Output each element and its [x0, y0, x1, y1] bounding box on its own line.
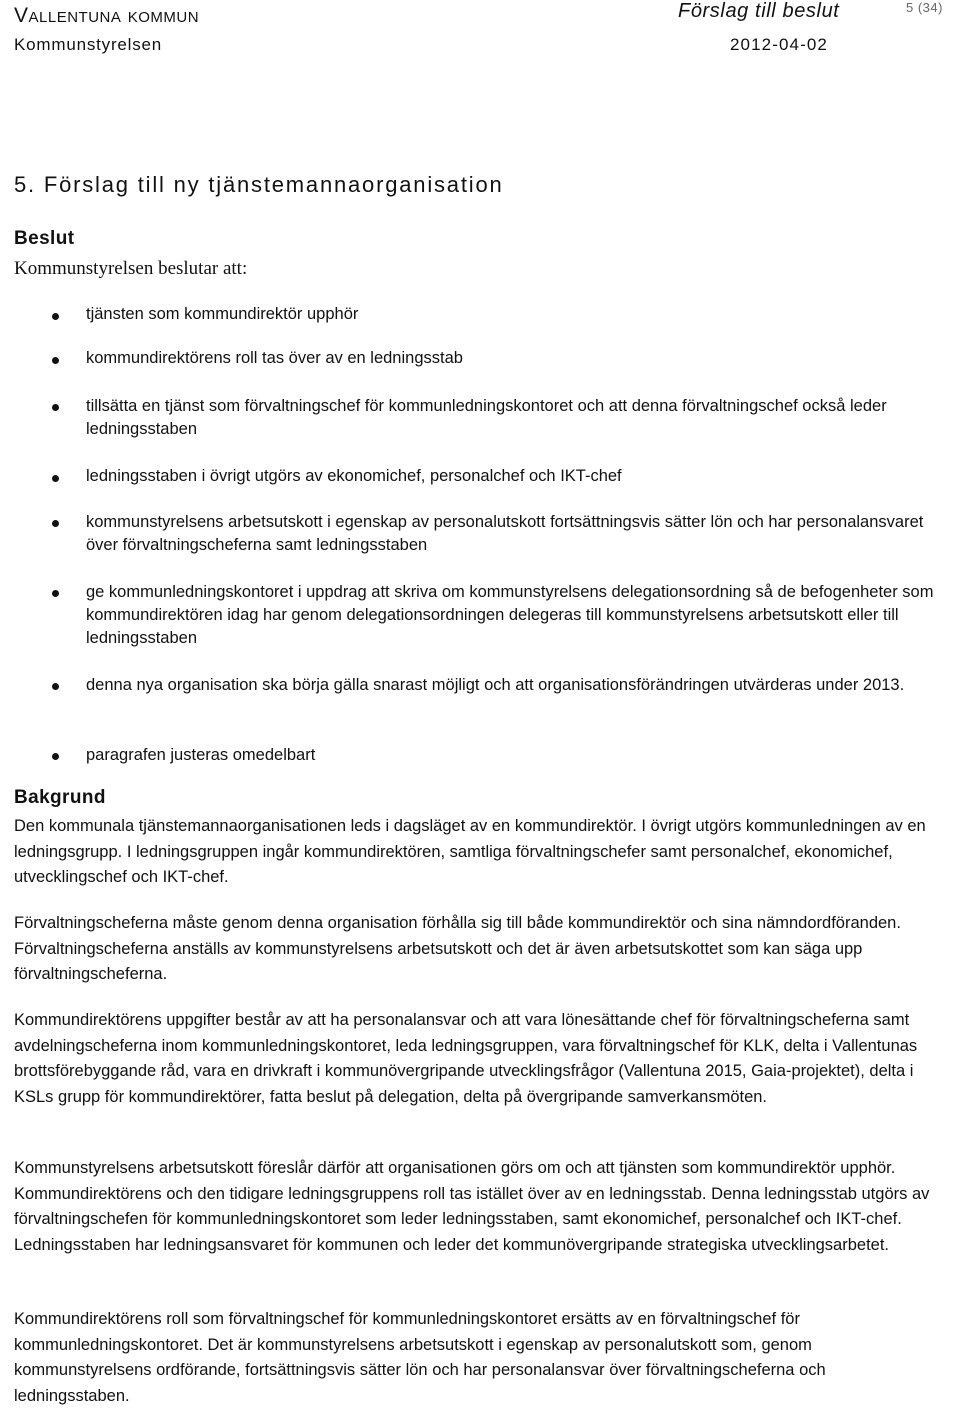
page-header	[0, 0, 960, 60]
decision-item-text: ge kommunledningskontoret i uppdrag att skriva om kommunstyrelsens delegationsordning så de befogenheter som kommundirektören idag har genom delegationsordningen delegeras till kommunstyrelsens arbetsutskott eller till ledningsstaben	[86, 583, 934, 647]
decision-heading: Beslut	[14, 228, 75, 249]
background-paragraph: Den kommunala tjänstemannaorganisationen leds i dagsläget av en kommundirektör. I övrigt utgörs kommunledningen av en ledningsgrupp. I ledningsgruppen ingår kommundirektören, samtliga förvaltningschefer samt personalchef, ekonomichef, utvecklingschef och IKT-chef.	[14, 817, 926, 887]
bullet-icon	[52, 475, 59, 482]
document-date: 2012-04-02	[730, 35, 828, 54]
decision-item-text: tjänsten som kommundirektör upphör	[86, 305, 359, 323]
decision-intro: Kommunstyrelsen beslutar att:	[14, 258, 248, 279]
background-paragraph: Kommundirektörens roll som förvaltningschef för kommunledningskontoret ersätts av en förvaltningschef för kommunledningskontoret. Det är kommunstyrelsens arbetsutskott i egenskap av personalutskott som, genom kommunstyrelsens ordförande, fortsättningsvis sätter lön och har personalansvar över förvaltningscheferna och ledningsstaben.	[14, 1310, 826, 1406]
document-status: Förslag till beslut	[678, 0, 840, 22]
bullet-icon	[52, 683, 59, 690]
committee-name: Kommunstyrelsen	[14, 35, 163, 54]
section-title: 5. Förslag till ny tjänstemannaorganisation	[14, 172, 504, 197]
decision-item-text: denna nya organisation ska börja gälla snarast möjligt och att organisationsförändringen utvärderas under 2013.	[86, 676, 905, 694]
background-paragraph: Förvaltningscheferna måste genom denna organisation förhålla sig till både kommundirektör och sina nämndordföranden. Förvaltningscheferna anställs av kommunstyrelsens arbetsutskott och det är även arbetsutskottet som kan säga upp förvaltningscheferna.	[14, 914, 901, 984]
organization-name: Vallentuna kommun	[14, 4, 200, 27]
decision-item-text: kommundirektörens roll tas över av en ledningsstab	[86, 349, 463, 367]
bullet-icon	[52, 404, 59, 411]
page-number: 5 (34)	[906, 0, 943, 15]
decision-item-text: tillsätta en tjänst som förvaltningschef för kommunledningskontoret och att denna förvaltningschef också leder ledningsstaben	[86, 397, 887, 438]
background-paragraph: Kommundirektörens uppgifter består av att ha personalansvar och att vara lönesättande chef för förvaltningscheferna samt avdelningscheferna inom kommunledningskontoret, leda ledningsgruppen, vara förvaltningschef för KLK, delta i Vallentunas brottsförebyggande råd, vara en drivkraft i kommunövergripande utvecklingsfrågor (Vallentuna 2015, Gaia-projektet), delta i KSLs grupp för kommundirektörer, fatta beslut på delegation, delta på övergripande samverkansmöten.	[14, 1011, 918, 1107]
bullet-icon	[52, 520, 59, 527]
background-paragraph: Kommunstyrelsens arbetsutskott föreslår därför att organisationen görs om och att tjänsten som kommundirektör upphör. Kommundirektörens och den tidigare ledningsgruppens roll tas istället över av en ledningsstab. Denna ledningsstab utgörs av förvaltningschefen för kommunledningskontoret som leder ledningsstaben, samt ekonomichef, personalchef och IKT-chef. Ledningsstaben har ledningsansvaret för kommunen och leder det kommunövergripande strategiska utvecklingsarbetet.	[14, 1159, 930, 1255]
bullet-icon	[52, 590, 59, 597]
decision-item-text: paragrafen justeras omedelbart	[86, 746, 316, 764]
decision-item-text: kommunstyrelsens arbetsutskott i egenskap av personalutskott fortsättningsvis sätter lön och har personalansvaret över förvaltningscheferna samt ledningsstaben	[86, 513, 924, 554]
bullet-icon	[52, 313, 59, 320]
decision-item-text: ledningsstaben i övrigt utgörs av ekonomichef, personalchef och IKT-chef	[86, 467, 622, 485]
background-heading: Bakgrund	[14, 787, 106, 808]
bullet-icon	[52, 753, 59, 760]
bullet-icon	[52, 357, 59, 364]
